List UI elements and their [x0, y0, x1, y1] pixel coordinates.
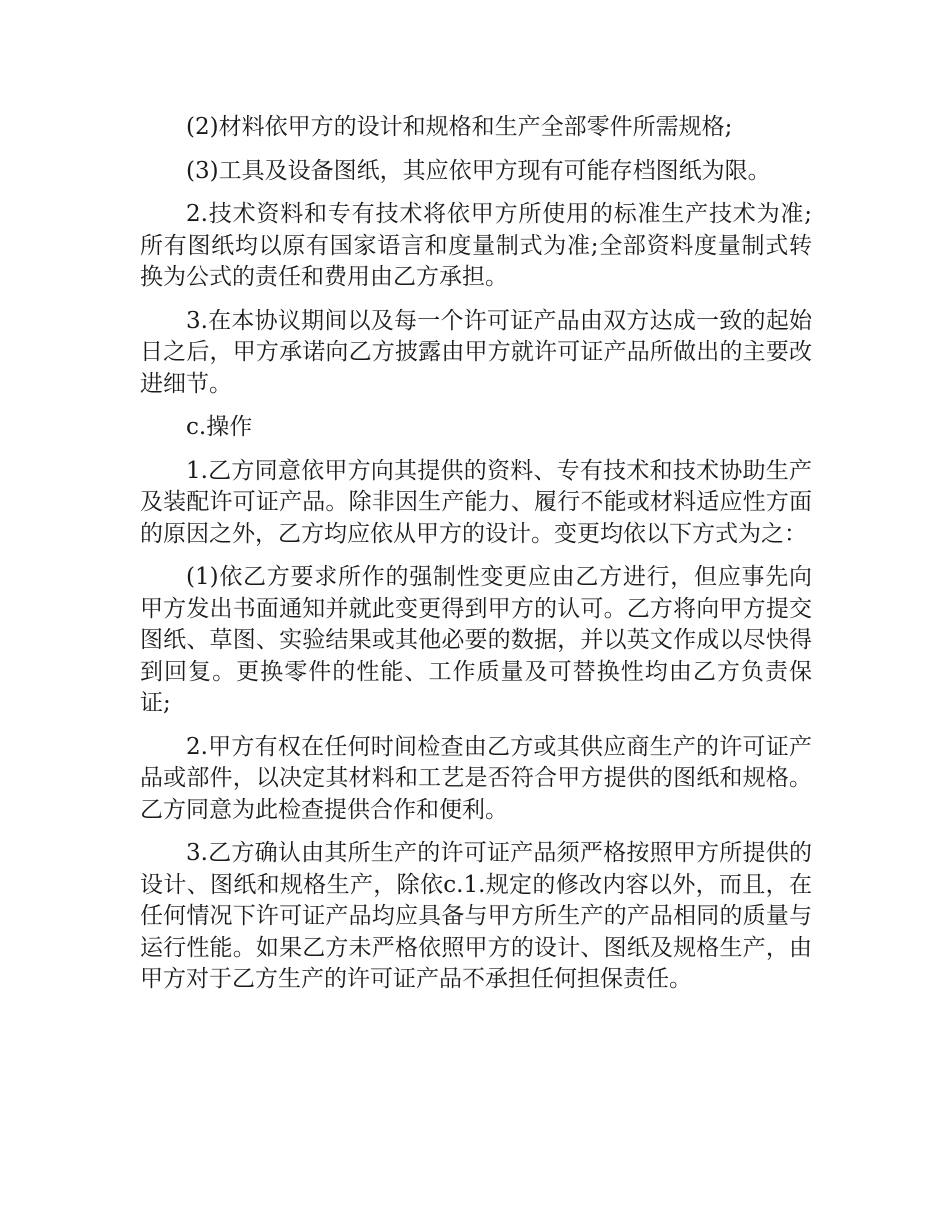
- paragraph-inspection-rights: 2.甲方有权在任何时间检查由乙方或其供应商生产的许可证产品或部件，以决定其材料和工艺是否符合甲方提供的图纸和规格。乙方同意为此检查提供合作和便利。: [140, 733, 812, 823]
- paragraph-mandatory-changes: (1)依乙方要求所作的强制性变更应由乙方进行，但应事先向甲方发出书面通知并就此变更得到甲方的认可。乙方将向甲方提交图纸、草图、实验结果或其他必要的数据，并以英文作成以尽快得到回复。更换零件的性能、工作质量及可替换性均由乙方负责保证;: [140, 564, 812, 716]
- paragraph-quality-warranty: 3.乙方确认由其所生产的许可证产品须严格按照甲方所提供的设计、图纸和规格生产，除依c.1.规定的修改内容以外，而且，在任何情况下许可证产品均应具备与甲方所生产的产品相同的质量与运行性能。如果乙方未严格依照甲方的设计、图纸及规格生产，由甲方对于乙方生产的许可证产品不承担任何担保责任。: [140, 840, 812, 992]
- paragraph-production-assembly: 1.乙方同意依甲方向其提供的资料、专有技术和技术协助生产及装配许可证产品。除非因生产能力、履行不能或材料适应性方面的原因之外，乙方均应依从甲方的设计。变更均依以下方式为之：: [140, 457, 812, 547]
- paragraph-material-specs: (2)材料依甲方的设计和规格和生产全部零件所需规格;: [186, 114, 733, 140]
- paragraph-tool-drawings: (3)工具及设备图纸，其应依甲方现有可能存档图纸为限。: [186, 157, 771, 184]
- paragraph-improvement-disclosure: 3.在本协议期间以及每一个许可证产品由双方达成一致的起始日之后，甲方承诺向乙方披露由甲方就许可证产品所做出的主要改进细节。: [140, 307, 812, 397]
- paragraph-technical-data: 2.技术资料和专有技术将依甲方所使用的标准生产技术为准;所有图纸均以原有国家语言和度量制式为准;全部资料度量制式转换为公式的责任和费用由乙方承担。: [140, 201, 812, 290]
- document-page: [140, 112, 812, 1008]
- section-heading-operation: c.操作: [186, 414, 253, 440]
